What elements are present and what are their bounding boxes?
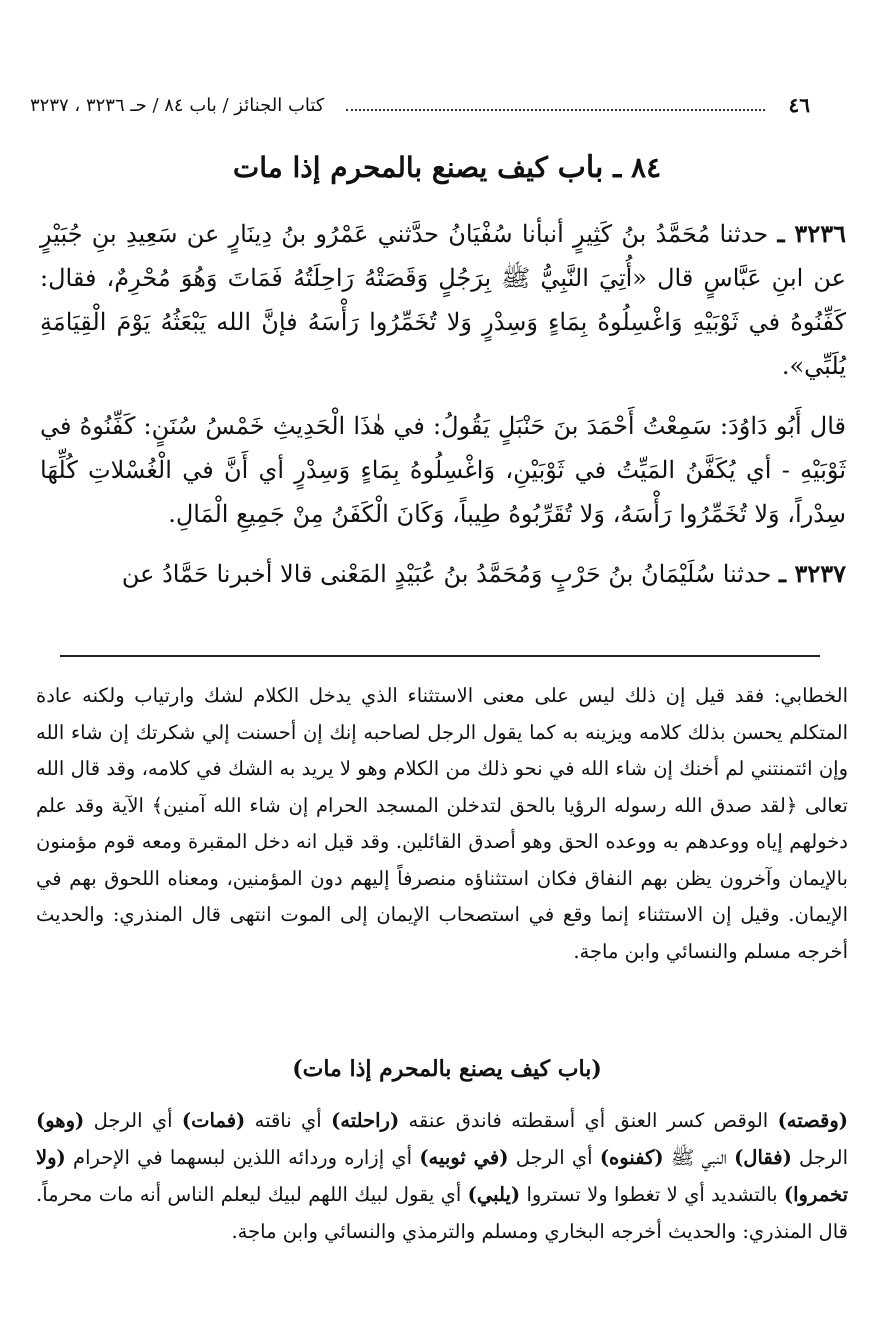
- note-text: أي إزاره وردائه اللذين لبسهما في الإحرام: [65, 1146, 420, 1169]
- explanatory-notes: [36, 1102, 848, 1250]
- page-header: [30, 90, 810, 120]
- commentary-subheading: (باب كيف يصنع بالمحرم إذا مات): [292, 1056, 602, 1082]
- notes-paragraph: [36, 1102, 848, 1250]
- note-term: (كفنوه): [599, 1146, 664, 1169]
- hadith-text: [40, 212, 846, 612]
- note-text: الوقص كسر العنق أي أسقطته فاندق عنقه: [399, 1109, 778, 1132]
- note-text: أي ناقته: [245, 1109, 332, 1132]
- note-text: الرجل: [791, 1146, 849, 1169]
- note-term: (راحلته): [331, 1109, 400, 1132]
- commentary-text: الخطابي: فقد قيل إن ذلك ليس على معنى الاستثناء الذي يدخل الكلام لشك وارتياب ولكنه عادة المتكلم يحسن بذلك كلامه ويزينه به كما يقول الرجل لصاحبه إنك إن أحسنت إلي شكرتك إن شاء الله وإن ائتمنتني لم أخنك إن شاء الله في نحو ذلك من الكلام وهو لا يريد به الشك في كلامه، وقد قال الله تعالى ﴿لقد صدق الله رسوله الرؤيا بالحق لتدخلن المسجد الحرام إن شاء الله آمنين﴾ الآية وقد علم دخولهم إياه ووعدهم به ووعده الحق وهو أصدق القائلين. وقد قيل انه دخل المقبرة ومعه قوم مؤمنون بالإيمان وآخرون يظن بهم النفاق فكان استثناؤه منصرفاً إليهم دون المؤمنين، ومعناه اللحوق بهم في الإيمان. وقيل إن الاستثناء إنما وقع في استصحاب الإيمان إلى الموت انتهى قال المنذري: والحديث أخرجه مسلم والنسائي وابن ماجة.: [36, 684, 848, 963]
- note-text: أي يقول لبيك اللهم لبيك ليعلم الناس أنه مات محرماً. قال المنذري: والحديث أخرجه البخاري ومسلم والترمذي والنسائي وابن ماجة.: [36, 1183, 848, 1243]
- note-text: أي الرجل: [508, 1146, 600, 1169]
- hadith-number: ٣٢٣٦ ـ: [777, 219, 846, 248]
- khattabi-commentary: [36, 678, 848, 970]
- abu-dawud-comment: [40, 404, 846, 536]
- note-term: (فمات): [181, 1109, 246, 1132]
- running-title: كتاب الجنائز / باب ٨٤ / حـ ٣٢٣٦ ، ٣٢٣٧: [30, 94, 325, 116]
- note-term: (فقال): [734, 1146, 792, 1169]
- note-term: (وهو): [36, 1109, 85, 1132]
- note-text: النبي ﷺ: [663, 1146, 735, 1169]
- hadith-3236: [40, 212, 846, 388]
- chapter-title: [0, 150, 894, 185]
- footnote-divider: [60, 655, 820, 657]
- abu-dawud-text: قال أَبُو دَاوُدَ: سَمِعْتُ أَحْمَدَ بنَ حَنْبَلٍ يَقُولُ: في هٰذَا الْحَدِيثِ خَمْسُ سُنَنٍ: كَفِّنُوهُ في ثَوْبَيْهِ - أي يُكَفَّنُ المَيِّتُ في ثَوْبَيْنِ، وَاغْسِلُوهُ بِمَاءٍ وَسِدْرٍ أي أَنَّ في الْغُسْلاتِ كُلِّهَا سِدْراً، وَلا تُخَمِّرُوا رَأْسَهُ، وَلا تُقَرِّبُوهُ طِيباً، وَكَانَ الْكَفَنُ مِنْ جَمِيعِ الْمَالِ.: [40, 412, 846, 528]
- hadith-body: حدثنا مُحَمَّدُ بنُ كَثِيرٍ أنبأنا سُفْيَانُ حدَّثني عَمْرُو بنُ دِينَارٍ عن سَعِيدِ بنِ جُبَيْرٍ عن ابنِ عَبَّاسٍ قال «أُتِيَ النَّبِيُّ ﷺ بِرَجُلٍ وَقَصَتْهُ رَاحِلَتُهُ فَمَاتَ وَهُوَ مُحْرِمٌ، فقال: كَفِّنُوهُ في ثَوْبَيْهِ وَاغْسِلُوهُ بِمَاءٍ وَسِدْرٍ وَلا تُخَمِّرُوا رَأْسَهُ فإنَّ الله يَبْعَثُهُ يَوْمَ الْقِيَامَةِ يُلَبِّي».: [40, 220, 846, 380]
- note-term: (وقصته): [777, 1109, 849, 1132]
- note-term: (ولا تخمروا): [36, 1146, 849, 1206]
- chapter-bab-word: باب: [557, 150, 604, 185]
- page-number: ٤٦: [788, 93, 810, 117]
- note-term: (في ثوبيه): [419, 1146, 509, 1169]
- hadith-3237: [40, 552, 846, 596]
- note-term: (يلبي): [467, 1183, 521, 1206]
- header-dotted-leader: [346, 99, 764, 111]
- hadith-body: حدثنا سُلَيْمَانُ بنُ حَرْبٍ وَمُحَمَّدُ بنُ عُبَيْدٍ المَعْنى قالا أخبرنا حَمَّادُ عن: [121, 560, 772, 588]
- chapter-number: ٨٤ ـ: [613, 151, 662, 184]
- chapter-title-text: كيف يصنع بالمحرم إذا مات: [232, 151, 548, 184]
- hadith-number: ٣٢٣٧ ـ: [779, 559, 846, 588]
- note-text: بالتشديد أي لا تغطوا ولا تستروا: [520, 1183, 784, 1206]
- note-text: أي الرجل: [84, 1109, 182, 1132]
